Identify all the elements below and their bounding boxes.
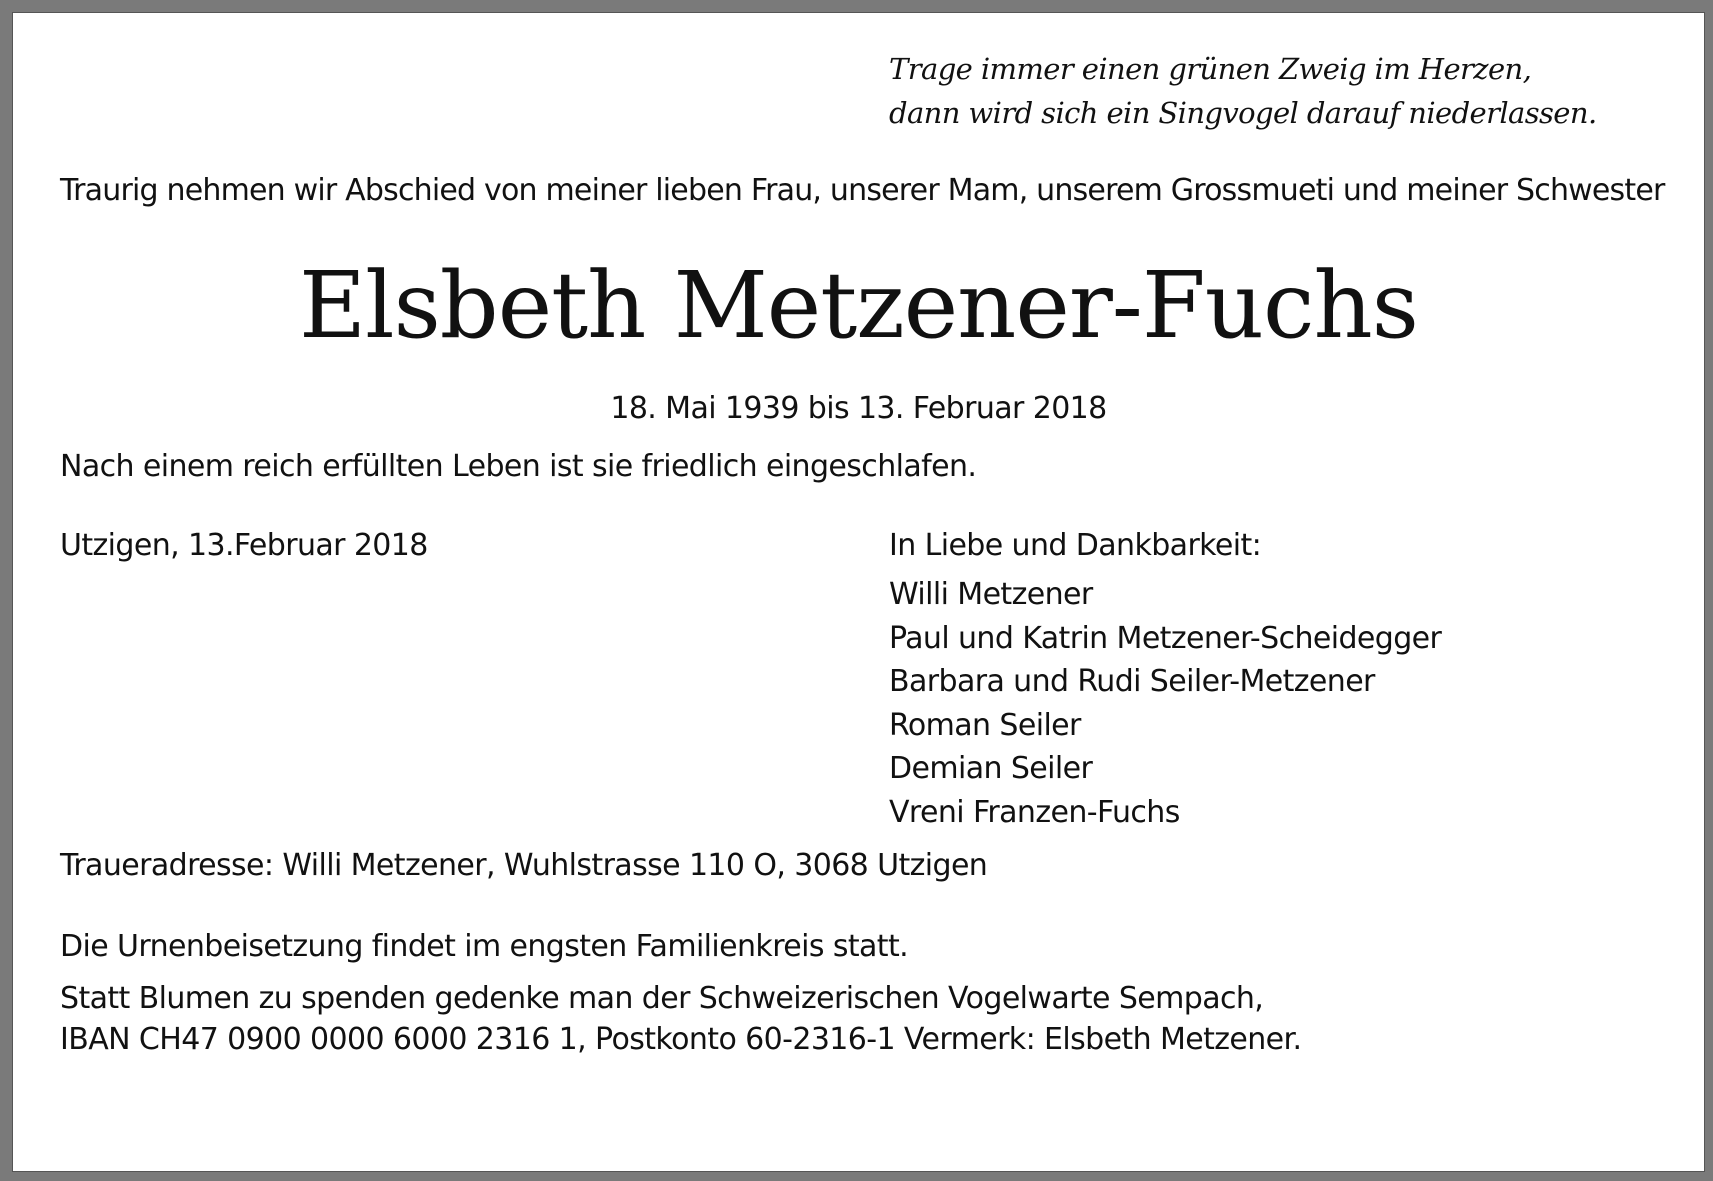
- deceased-name: Elsbeth Metzener-Fuchs: [299, 252, 1418, 359]
- signer-name: Paul und Katrin Metzener-Scheidegger: [889, 620, 1442, 656]
- signer-name: Roman Seiler: [889, 707, 1081, 743]
- life-dates: 18. Mai 1939 bis 13. Februar 2018: [610, 391, 1107, 426]
- donation-line-2: IBAN CH47 0900 0000 6000 2316 1, Postkonto 60-2316-1 Vermerk: Elsbeth Metzener.: [60, 1022, 1302, 1057]
- motto-quote: [889, 47, 1597, 135]
- signers-list: [889, 573, 1441, 834]
- motto-line-2: dann wird sich ein Singvogel darauf niederlassen.: [889, 96, 1597, 130]
- mourning-address: Traueradresse: Willi Metzener, Wuhlstrasse 110 O, 3068 Utzigen: [60, 848, 988, 883]
- signer-name: Willi Metzener: [889, 577, 1093, 612]
- statement-text: Nach einem reich erfüllten Leben ist sie friedlich eingeschlafen.: [60, 449, 977, 484]
- intro-text: Traurig nehmen wir Abschied von meiner lieben Frau, unserer Mam, unserem Grossmueti und meiner Schwester: [60, 173, 1665, 208]
- burial-note: Die Urnenbeisetzung findet im engsten Familienkreis statt.: [60, 929, 909, 964]
- obituary-page: [12, 12, 1705, 1172]
- signer-name: Vreni Franzen-Fuchs: [889, 794, 1180, 830]
- place-date: Utzigen, 13.Februar 2018: [60, 528, 428, 563]
- gratitude-heading: In Liebe und Dankbarkeit:: [889, 528, 1262, 563]
- signer-name: Demian Seiler: [889, 751, 1093, 786]
- donation-line-1: Statt Blumen zu spenden gedenke man der Schweizerischen Vogelwarte Sempach,: [60, 981, 1264, 1016]
- signer-name: Barbara und Rudi Seiler-Metzener: [889, 664, 1375, 699]
- motto-line-1: Trage immer einen grünen Zweig im Herzen,: [889, 52, 1532, 86]
